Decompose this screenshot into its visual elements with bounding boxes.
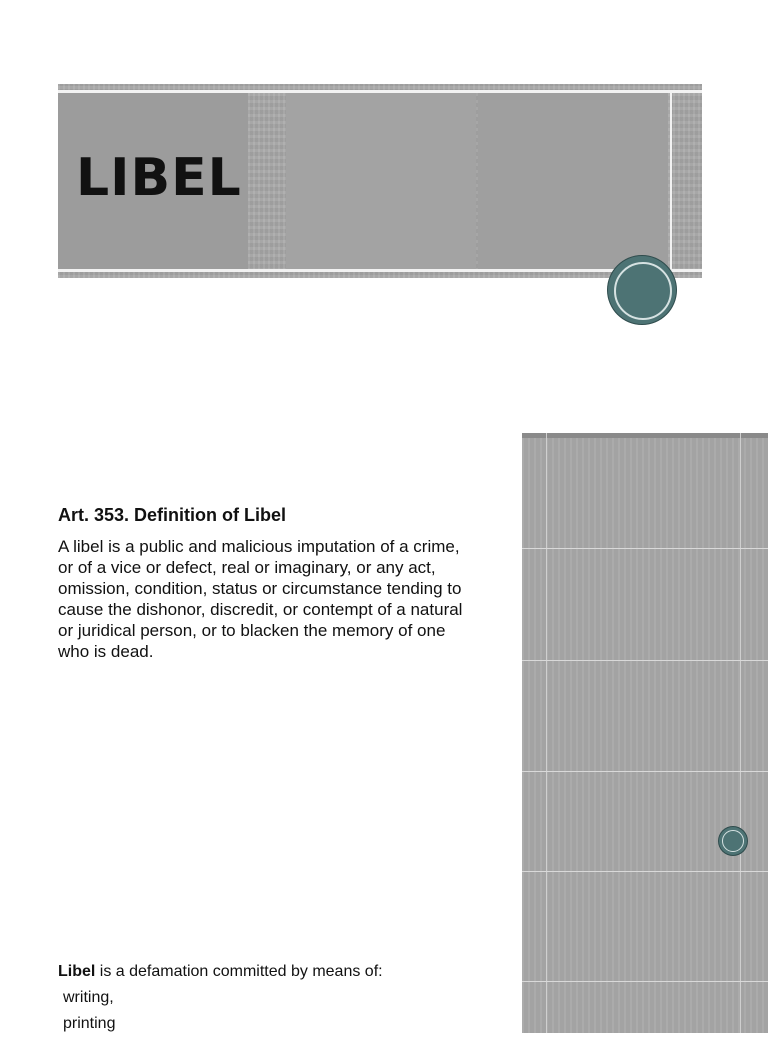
libel-means-block: [58, 959, 498, 1037]
side-band-divider: [522, 548, 768, 549]
teal-circle-badge: [608, 256, 676, 324]
side-band-divider: [546, 433, 547, 1033]
banner-panel: [478, 93, 668, 269]
teal-circle-badge-small: [719, 827, 747, 855]
title-banner: [58, 84, 702, 278]
side-decor-band: [522, 433, 768, 1033]
side-band-divider: [522, 871, 768, 872]
side-band-divider: [522, 771, 768, 772]
definition-paragraph: A libel is a public and malicious imputation of a crime, or of a vice or defect, real or imaginary, or any act, omission, condition, status or circumstance tending to cause the dishonor, discredit, or contempt of a natural or juridical person, or to blacken the memory of one who is dead.: [58, 537, 463, 661]
side-band-top-rule: [522, 433, 768, 438]
side-band-divider: [522, 981, 768, 982]
libel-definition-text: is a defamation committed by means of:: [95, 963, 383, 980]
means-item: printing: [63, 1015, 116, 1032]
banner-divider: [670, 93, 672, 269]
side-band-divider: [522, 660, 768, 661]
article-heading: Art. 353. Definition of Libel: [58, 505, 287, 525]
means-item: writing,: [63, 989, 114, 1006]
banner-panel: [286, 93, 476, 269]
side-band-divider: [740, 433, 741, 1033]
slide-title: LIBEL: [76, 148, 242, 208]
banner-bottom-rule: [58, 269, 702, 272]
libel-term: Libel: [58, 963, 96, 980]
